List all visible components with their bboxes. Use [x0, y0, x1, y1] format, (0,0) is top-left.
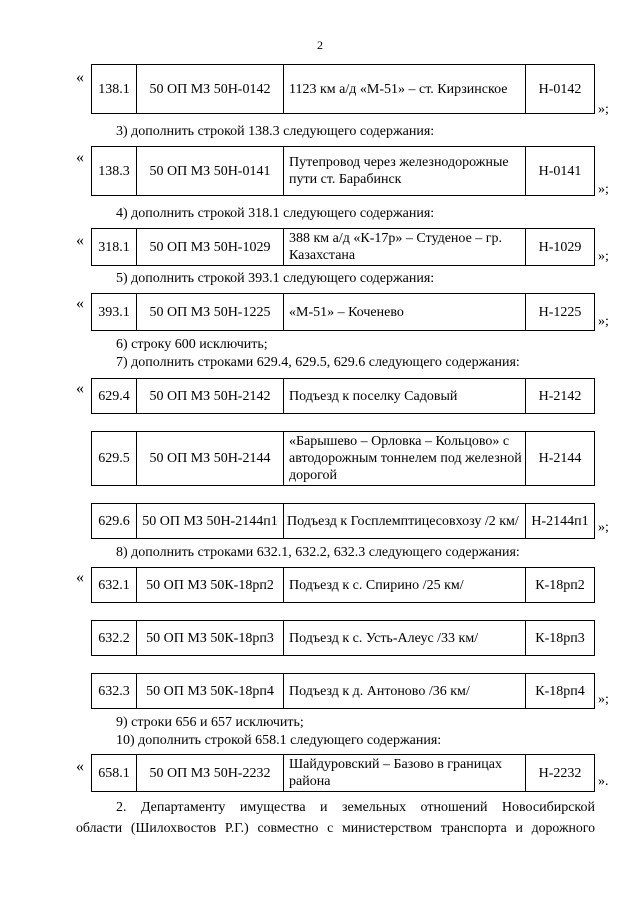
road-code: 50 ОП МЗ 50Н-2142: [137, 379, 284, 413]
row-number: 393.1: [92, 294, 137, 330]
road-index: Н-2232: [538, 765, 582, 781]
table-row: [91, 503, 595, 539]
open-quote: «: [76, 232, 84, 249]
instruction-6: 6) строку 600 исключить;: [116, 337, 268, 352]
close-quote: »;: [598, 692, 609, 707]
road-code: 50 ОП МЗ 50К-18рп2: [137, 568, 284, 602]
road-name: Подъезд к Госплемптицесовхозу /2 км/: [284, 504, 526, 538]
row-number: 632.1: [92, 568, 137, 602]
road-index: Н-2144: [538, 451, 582, 466]
table-row: [91, 64, 595, 114]
road-index: Н-2142: [538, 388, 582, 404]
row-number: 629.4: [92, 379, 137, 413]
table-row: [91, 293, 595, 331]
close-quote: »;: [598, 249, 609, 264]
road-name: «Барышево – Орловка – Кольцово» с автодорожным тоннелем под железной дорогой: [284, 432, 526, 485]
close-quote: »;: [598, 102, 609, 117]
road-code: 50 ОП МЗ 50Н-1029: [137, 229, 284, 265]
row-number: 658.1: [92, 755, 137, 791]
road-name: Подъезд к с. Спирино /25 км/: [284, 568, 526, 602]
road-name: Шайдуровский – Базово в границах района: [284, 755, 526, 791]
road-index: К-18рп4: [535, 683, 585, 699]
road-name: Путепровод через железнодорожные пути ст. Барабинск: [284, 147, 526, 195]
road-code: 50 ОП МЗ 50Н-1225: [137, 294, 284, 330]
open-quote: «: [76, 69, 84, 86]
table-row: [91, 673, 595, 709]
table-row: [91, 146, 595, 196]
instruction-3: 3) дополнить строкой 138.3 следующего содержания:: [116, 124, 435, 139]
road-name: Подъезд к поселку Садовый: [284, 379, 526, 413]
road-index: Н-0141: [538, 163, 582, 179]
row-number: 629.6: [92, 504, 137, 538]
body-line-1: 2. Департаменту имущества и земельных отношений Новосибирской: [116, 800, 595, 815]
road-name: Подъезд к с. Усть-Алеус /33 км/: [284, 621, 526, 655]
road-index: Н-2144п1: [531, 513, 589, 529]
open-quote: «: [76, 380, 84, 397]
road-code: 50 ОП МЗ 50Н-2144п1: [137, 504, 284, 538]
road-index: Н-0142: [538, 81, 582, 97]
open-quote: «: [76, 569, 84, 586]
instruction-9: 9) строки 656 и 657 исключить;: [116, 715, 304, 730]
road-name: «М-51» – Коченево: [284, 294, 526, 330]
open-quote: «: [76, 295, 84, 312]
close-quote: »;: [598, 520, 609, 535]
table-row: [91, 431, 595, 486]
table-row: [91, 620, 595, 656]
road-code: 50 ОП МЗ 50Н-0141: [137, 147, 284, 195]
road-index: Н-1029: [538, 239, 582, 255]
road-name: 1123 км а/д «М-51» – ст. Кирзинское: [284, 65, 526, 113]
open-quote: «: [76, 149, 84, 166]
road-name: Подъезд к д. Антоново /36 км/: [284, 674, 526, 708]
instruction-7: 7) дополнить строками 629.4, 629.5, 629.6 следующего содержания:: [116, 355, 520, 370]
instruction-10: 10) дополнить строкой 658.1 следующего содержания:: [116, 733, 442, 748]
road-index: К-18рп3: [535, 630, 585, 646]
road-index: Н-1225: [538, 304, 582, 320]
row-number: 318.1: [92, 229, 137, 265]
road-code: 50 ОП МЗ 50Н-0142: [137, 65, 284, 113]
road-index: К-18рп2: [535, 577, 585, 593]
road-name: 388 км а/д «К-17р» – Студеное – гр. Казахстана: [284, 229, 526, 265]
road-code: 50 ОП МЗ 50К-18рп3: [137, 621, 284, 655]
instruction-4: 4) дополнить строкой 318.1 следующего содержания:: [116, 206, 435, 221]
table-row: [91, 754, 595, 792]
body-line-2: области (Шилохвостов Р.Г.) совместно с министерством транспорта и дорожного: [76, 820, 595, 835]
row-number: 629.5: [92, 432, 137, 485]
table-row: [91, 378, 595, 414]
road-code: 50 ОП МЗ 50Н-2232: [137, 755, 284, 791]
row-number: 632.3: [92, 674, 137, 708]
row-number: 138.3: [92, 147, 137, 195]
row-number: 138.1: [92, 65, 137, 113]
table-row: [91, 567, 595, 603]
instruction-8: 8) дополнить строками 632.1, 632.2, 632.3 следующего содержания:: [116, 545, 520, 560]
instruction-5: 5) дополнить строкой 393.1 следующего содержания:: [116, 271, 435, 286]
page-number: 2: [317, 38, 323, 52]
table-row: [91, 228, 595, 266]
close-quote: ».: [598, 774, 609, 789]
close-quote: »;: [598, 182, 609, 197]
open-quote: «: [76, 758, 84, 775]
close-quote: »;: [598, 314, 609, 329]
road-code: 50 ОП МЗ 50К-18рп4: [137, 674, 284, 708]
row-number: 632.2: [92, 621, 137, 655]
road-code: 50 ОП МЗ 50Н-2144: [137, 432, 284, 485]
